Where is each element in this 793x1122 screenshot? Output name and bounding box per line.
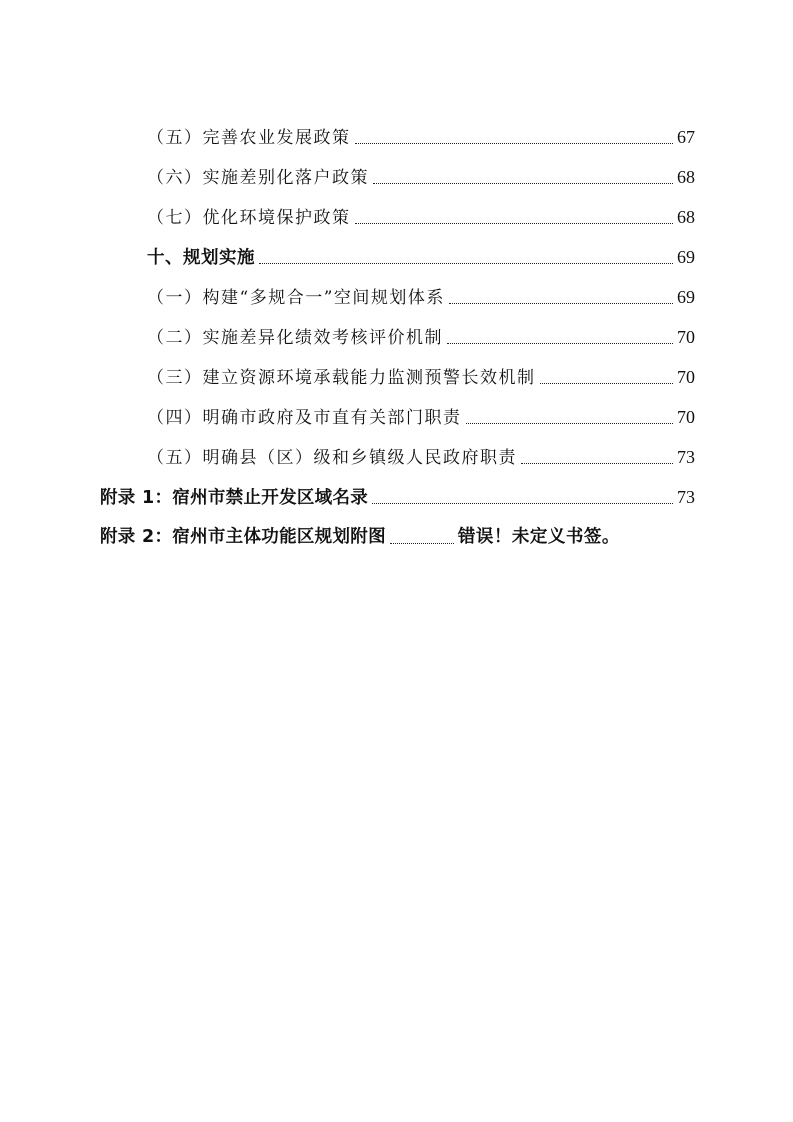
dot-leader xyxy=(355,143,674,144)
dot-leader xyxy=(373,183,673,184)
toc-entry[interactable] xyxy=(147,122,695,152)
toc-entry-title: （三）建立资源环境承载能力监测预警长效机制 xyxy=(147,368,536,388)
toc-entry-page: 70 xyxy=(677,327,695,347)
toc-entry[interactable] xyxy=(147,282,695,312)
toc-entry-page: 68 xyxy=(677,207,695,227)
toc-entry-title: （四）明确市政府及市直有关部门职责 xyxy=(147,408,462,428)
toc-entry[interactable] xyxy=(147,402,695,432)
toc-entry-page: 67 xyxy=(677,127,695,147)
toc-entry[interactable] xyxy=(147,322,695,352)
dot-leader xyxy=(259,263,673,264)
toc-entry-title: 附录 1：宿州市禁止开发区域名录 xyxy=(100,488,369,508)
toc-appendix-entry[interactable] xyxy=(100,522,695,552)
dot-leader xyxy=(521,463,673,464)
toc-entry-title: （五）明确县（区）级和乡镇级人民政府职责 xyxy=(147,448,517,468)
toc-entry-page: 70 xyxy=(677,367,695,387)
toc-entry-title: （五）完善农业发展政策 xyxy=(147,128,351,148)
dot-leader xyxy=(355,223,674,224)
toc-entry[interactable] xyxy=(147,162,695,192)
toc-entry-title: 附录 2：宿州市主体功能区规划附图 xyxy=(100,527,386,547)
toc-entry-page: 69 xyxy=(677,287,695,307)
dot-leader xyxy=(540,383,674,384)
toc-entry-page: 73 xyxy=(677,447,695,467)
toc-entry[interactable] xyxy=(147,362,695,392)
toc-entry-page: 70 xyxy=(677,407,695,427)
toc-entry-title: （一）构建“多规合一”空间规划体系 xyxy=(147,288,445,308)
toc-entry-title: （七）优化环境保护政策 xyxy=(147,208,351,228)
toc-appendix-entry[interactable] xyxy=(100,482,695,512)
dot-leader xyxy=(390,543,454,544)
toc-entry-title: （六）实施差别化落户政策 xyxy=(147,168,369,188)
toc-entry[interactable] xyxy=(147,442,695,472)
toc-entry-page: 73 xyxy=(677,487,695,507)
dot-leader xyxy=(466,423,674,424)
bookmark-error-text: 错误！未定义书签。 xyxy=(457,527,620,547)
dot-leader xyxy=(449,303,673,304)
toc-entry-page: 69 xyxy=(677,247,695,267)
toc-entry[interactable] xyxy=(147,202,695,232)
toc-entry-title: 十、规划实施 xyxy=(147,248,255,268)
toc-section-entry[interactable] xyxy=(147,242,695,272)
dot-leader xyxy=(447,343,673,344)
toc-entry-title: （二）实施差异化绩效考核评价机制 xyxy=(147,328,443,348)
dot-leader xyxy=(372,503,673,504)
toc-entry-page: 68 xyxy=(677,167,695,187)
